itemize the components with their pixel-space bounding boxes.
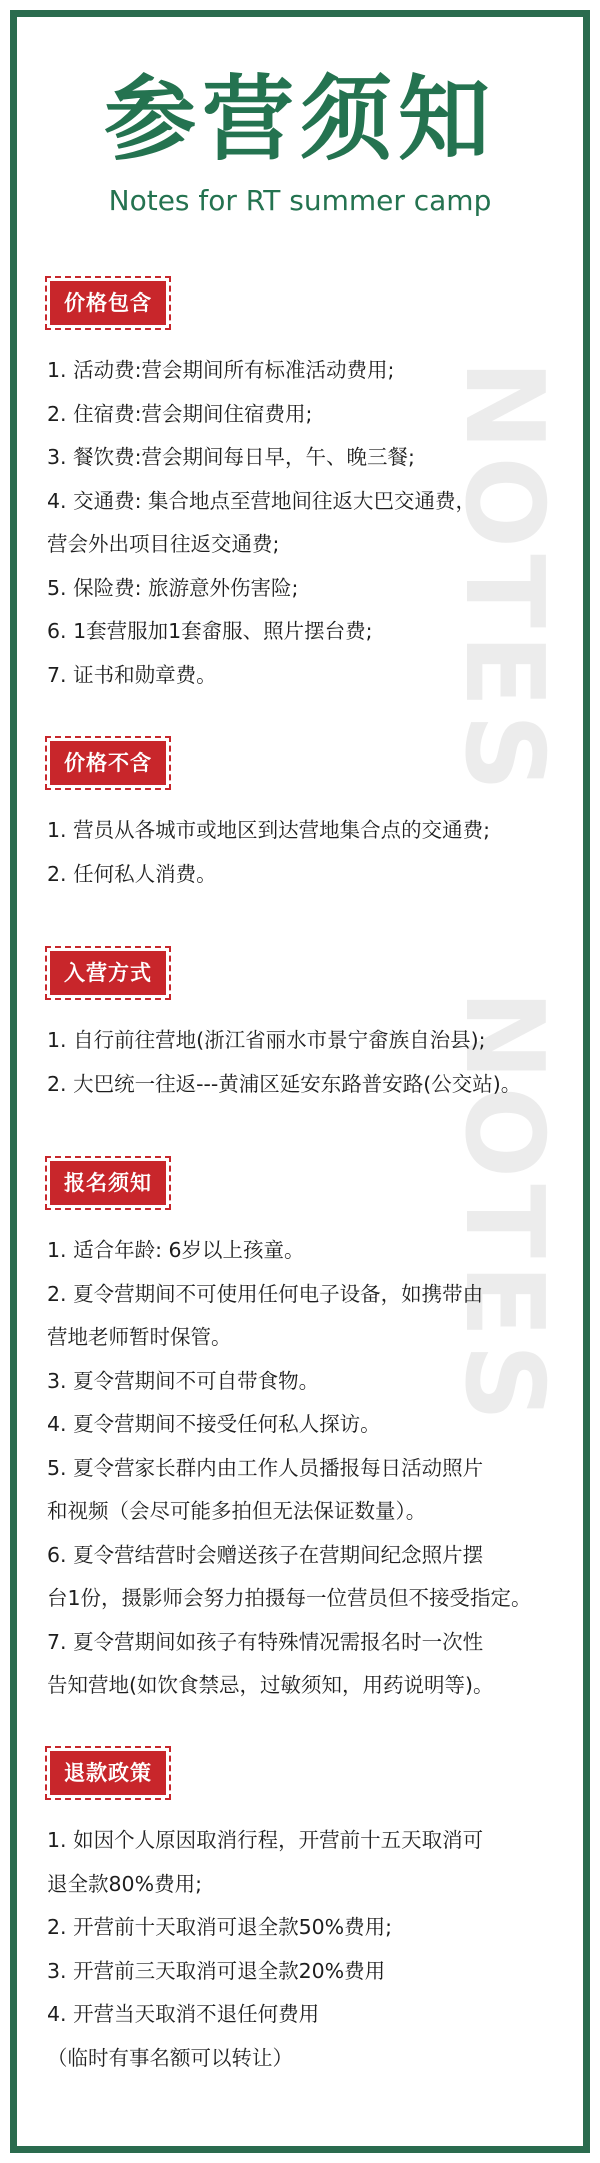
section-price-included [47,281,577,697]
list-item: 5. 保险费: 旅游意外伤害险; [47,575,299,600]
item-list [47,349,577,697]
section-refund-policy [47,1751,577,2080]
list-item: 1. 如因个人原因取消行程，开营前十五天取消可 [47,1828,484,1852]
list-item: 2. 开营前十天取消可退全款50%费用; [47,1915,393,1939]
item-list [47,1229,577,1708]
section-price-excluded [47,741,577,896]
item-list [47,1019,577,1106]
list-item: 6. 1套营服加1套畲服、照片摆台费; [47,619,373,643]
list-item: 7. 证书和勋章费。 [47,662,217,687]
list-item: 1. 活动费:营会期间所有标准活动费用; [47,358,395,382]
section-heading-badge: 报名须知 [50,1161,166,1205]
list-item: 告知营地(如饮食禁忌，过敏须知，用药说明等)。 [47,1673,494,1697]
page-subtitle: Notes for RT summer camp [108,184,492,217]
watermark-notes-top: NOTES [441,360,566,798]
list-item: 和视频（会尽可能多拍但无法保证数量）。 [47,1499,427,1523]
list-item: 3. 餐饮费:营会期间每日早，午、晚三餐; [47,445,415,469]
section-heading-badge: 入营方式 [50,951,166,995]
section-heading-badge: 价格不含 [50,741,166,785]
list-item: 营会外出项目往返交通费; [47,532,280,556]
list-item: 2. 夏令营期间不可使用任何电子设备，如携带由 [47,1281,484,1306]
watermark-notes-bottom: NOTES [441,990,566,1428]
list-item: 退全款80%费用; [47,1871,202,1896]
list-item: 2. 任何私人消费。 [47,861,217,886]
list-item: 1. 营员从各城市或地区到达营地集合点的交通费; [47,818,490,842]
list-item: （临时有事名额可以转让） [47,2045,293,2070]
list-item: 3. 开营前三天取消可退全款20%费用 [47,1958,386,1983]
section-arrival-method [47,951,577,1106]
section-heading-badge: 价格包含 [50,281,166,325]
item-list [47,1819,577,2080]
list-item: 7. 夏令营期间如孩子有特殊情况需报名时一次性 [47,1629,484,1654]
list-item: 4. 夏令营期间不接受任何私人探访。 [47,1412,381,1436]
section-registration-notes [47,1161,577,1708]
list-item: 5. 夏令营家长群内由工作人员播报每日活动照片 [47,1455,484,1480]
item-list [47,809,577,896]
list-item: 2. 住宿费:营会期间住宿费用; [47,401,313,426]
list-item: 2. 大巴统一往返---黄浦区延安东路普安路(公交站)。 [47,1071,522,1096]
page-title: 参营须知 [103,66,496,173]
list-item: 营地老师暂时保管。 [47,1325,232,1349]
list-item: 1. 适合年龄: 6岁以上孩童。 [47,1238,305,1262]
list-item: 台1份，摄影师会努力拍摄每一位营员但不接受指定。 [47,1586,532,1610]
section-heading-badge: 退款政策 [50,1751,166,1795]
list-item: 1. 自行前往营地(浙江省丽水市景宁畲族自治县); [47,1028,486,1052]
list-item: 4. 交通费: 集合地点至营地间往返大巴交通费， [47,488,476,513]
list-item: 6. 夏令营结营时会赠送孩子在营期间纪念照片摆 [47,1542,484,1567]
list-item: 3. 夏令营期间不可自带食物。 [47,1368,320,1393]
list-item: 4. 开营当天取消不退任何费用 [47,2002,320,2026]
